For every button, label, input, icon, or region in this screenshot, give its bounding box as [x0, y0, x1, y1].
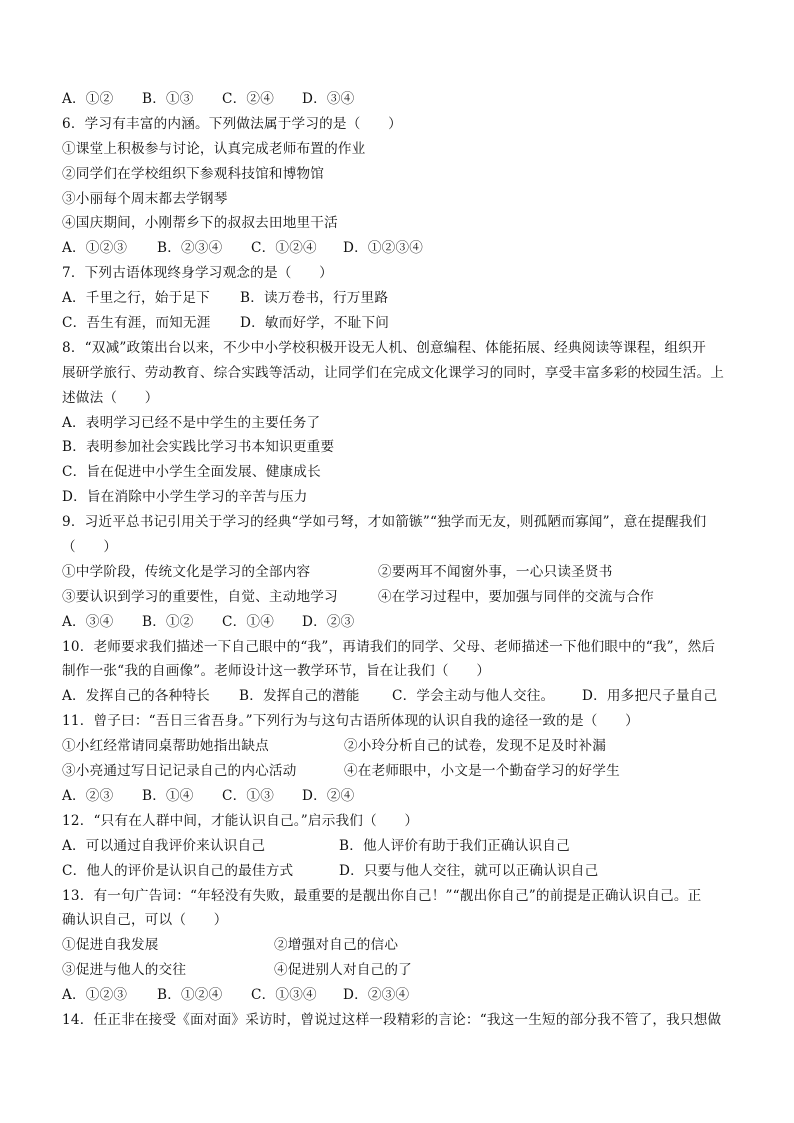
option-a: A．千里之行，始于足下 — [62, 290, 210, 307]
q13-items-row-1 — [62, 933, 742, 958]
option-b: B．发挥自己的潜能 — [239, 688, 360, 705]
q7-options-row-1 — [62, 286, 742, 311]
q8-option-c: C．旨在促进中小学生全面发展、健康成长 — [62, 464, 321, 481]
exam-page — [62, 87, 742, 1033]
q11-item-4: ④在老师眼中，小文是一个勤奋学习的好学生 — [344, 763, 620, 780]
q5-options — [62, 87, 742, 112]
q7-stem: 7．下列古语体现终身学习观念的是（ ） — [62, 265, 333, 282]
option-c: C．①④ — [222, 613, 274, 630]
q8-stem-line-2: 展研学旅行、劳动教育、综合实践等活动，让同学们在完成文化课学习的同时，享受丰富多彩的校园生活。上 — [62, 364, 725, 381]
q13-stem-line-1: 13．有一句广告词：“年轻没有失败，最重要的是靓出你自己！”“靓出你自己”的前提是正确认识自己。正 — [62, 887, 702, 904]
option-a: A．①②③ — [62, 987, 128, 1004]
option-c: C．吾生有涯，而知无涯 — [62, 315, 211, 332]
q10-options — [62, 684, 742, 709]
option-b: B．①②④ — [157, 987, 223, 1004]
option-a: A．发挥自己的各种特长 — [62, 688, 210, 705]
option-a: A．①② — [62, 91, 114, 107]
option-b: B．读万卷书，行万里路 — [240, 290, 389, 307]
q13-item-4: ④促进别人对自己的了 — [274, 962, 412, 979]
q9-stem-line-1: 9．习近平总书记引用关于学习的经典“学如弓弩，才如箭镞”“独学而无友，则孤陋而寡闻”，意在提醒我们 — [62, 514, 707, 531]
q8-stem-line-1: 8．“双减”政策出台以来，不少中小学校积极开设无人机、创意编程、体能拓展、经典阅读等课程，组织开 — [62, 339, 706, 356]
q10-stem-line-2: 制作一张“我的自画像”。老师设计这一教学环节，旨在让我们（ ） — [62, 663, 491, 680]
q9-item-4: ④在学习过程中，要加强与同伴的交流与合作 — [378, 588, 654, 605]
q9-items-row-2 — [62, 585, 742, 610]
option-d: D．①②③④ — [343, 240, 424, 257]
option-b: B．①③ — [142, 91, 194, 107]
q11-items-row-2 — [62, 759, 742, 784]
option-c: C．②④ — [222, 91, 274, 107]
q6-item-2: ②同学们在学校组织下参观科技馆和博物馆 — [62, 165, 325, 182]
q12-stem: 12．“只有在人群中间，才能认识自己。”启示我们（ ） — [62, 812, 419, 829]
q9-item-3: ③要认识到学习的重要性，自觉、主动地学习 — [62, 588, 338, 605]
option-c: C．学会主动与他人交往。 — [392, 688, 555, 705]
option-d: D．②③④ — [343, 987, 410, 1004]
q11-stem: 11．曾子曰：“吾日三省吾身。”下列行为与这句古语所体现的认识自我的途径一致的是（ ） — [62, 713, 639, 730]
q6-stem: 6．学习有丰富的内涵。下列做法属于学习的是（ ） — [62, 115, 402, 132]
q6-options — [62, 236, 742, 261]
option-c: C．①③④ — [251, 987, 317, 1004]
option-b: B．①② — [142, 613, 194, 630]
q7-options-row-2 — [62, 311, 742, 336]
q11-item-1: ①小红经常请同桌帮助她指出缺点 — [62, 738, 269, 755]
q6-item-3: ③小丽每个周末都去学钢琴 — [62, 190, 228, 207]
q8-option-d: D．旨在消除中小学生学习的辛苦与压力 — [62, 489, 308, 506]
q13-item-1: ①促进自我发展 — [62, 937, 159, 954]
q11-options — [62, 784, 742, 809]
option-a: A．①②③ — [62, 240, 128, 257]
q9-stem-line-2: （ ） — [62, 539, 118, 556]
q10-stem-line-1: 10．老师要求我们描述一下自己眼中的“我”，再请我们的同学、父母、老师描述一下他们眼中的“我”，然后 — [62, 638, 716, 655]
q13-stem-line-2: 确认识自己，可以（ ） — [62, 912, 228, 929]
q12-options-row-2 — [62, 859, 742, 884]
option-a: A．可以通过自我评价来认识自己 — [62, 837, 266, 854]
option-d: D．③④ — [302, 91, 355, 107]
q8-option-a: A．表明学习已经不是中学生的主要任务了 — [62, 414, 321, 431]
option-c: C．①②④ — [251, 240, 317, 257]
q8-stem-line-3: 述做法（ ） — [62, 389, 159, 406]
option-d: D．用多把尺子量自己 — [582, 688, 718, 705]
option-d: D．敏而好学，不耻下问 — [240, 315, 390, 332]
q9-items-row-1 — [62, 560, 742, 585]
q6-item-4: ④国庆期间，小刚帮乡下的叔叔去田地里干活 — [62, 215, 338, 232]
option-d: D．②③ — [302, 613, 355, 630]
q11-item-2: ②小玲分析自己的试卷，发现不足及时补漏 — [344, 738, 607, 755]
q12-options-row-1 — [62, 834, 742, 859]
option-c: C．①③ — [222, 787, 274, 804]
option-d: D．只要与他人交往，就可以正确认识自己 — [339, 862, 599, 879]
q13-options — [62, 983, 742, 1008]
option-d: D．②④ — [302, 787, 355, 804]
option-b: B．①④ — [142, 787, 194, 804]
q9-item-1: ①中学阶段，传统文化是学习的全部内容 — [62, 563, 311, 580]
option-a: A．②③ — [62, 787, 114, 804]
q8-option-b: B．表明参加社会实践比学习书本知识更重要 — [62, 439, 335, 456]
q6-item-1: ①课堂上积极参与讨论，认真完成老师布置的作业 — [62, 140, 366, 157]
option-c: C．他人的评价是认识自己的最佳方式 — [62, 862, 294, 879]
option-b: B．他人评价有助于我们正确认识自己 — [339, 837, 570, 854]
q13-item-2: ②增强对自己的信心 — [274, 937, 399, 954]
q13-items-row-2 — [62, 958, 742, 983]
option-b: B．②③④ — [157, 240, 223, 257]
q14-stem: 14．任正非在接受《面对面》采访时，曾说过这样一段精彩的言论：“我这一生短的部分我不管了，我只想做 — [62, 1011, 722, 1028]
q11-item-3: ③小亮通过写日记记录自己的内心活动 — [62, 763, 297, 780]
q9-options — [62, 610, 742, 635]
q9-item-2: ②要两耳不闻窗外事，一心只读圣贤书 — [378, 563, 613, 580]
option-a: A．③④ — [62, 613, 114, 630]
q11-items-row-1 — [62, 734, 742, 759]
q13-item-3: ③促进与他人的交往 — [62, 962, 187, 979]
